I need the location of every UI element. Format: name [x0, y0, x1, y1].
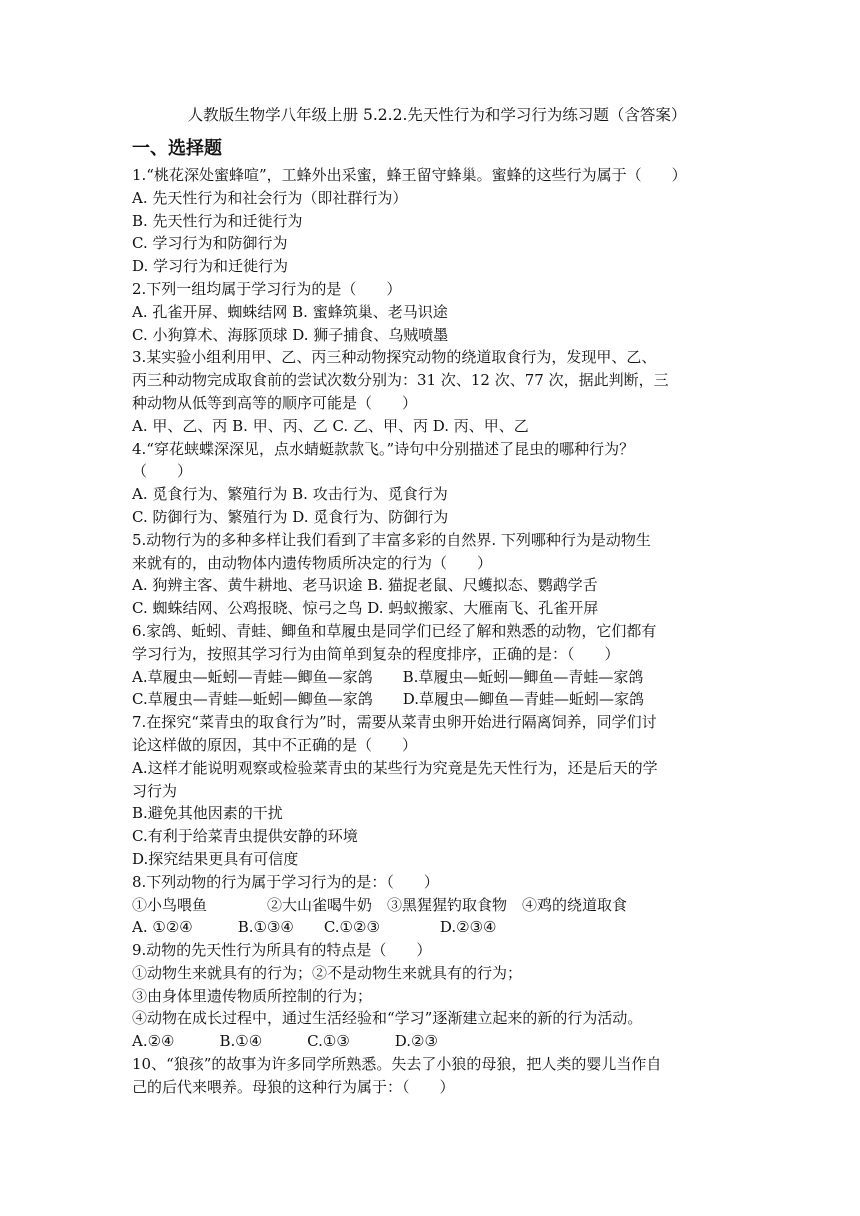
text-line: A. 先天性行为和社会行为（即社群行为） — [132, 188, 408, 207]
text-line: A.草履虫—蚯蚓—青蛙—鲫鱼—家鸽 B.草履虫—蚯蚓—鲫鱼—青蛙—家鸽 — [132, 667, 644, 686]
text-line: 2.下列一组均属于学习行为的是（ ） — [132, 279, 402, 298]
text-line: C. 学习行为和防御行为 — [132, 234, 288, 253]
text-line: D. 学习行为和迁徙行为 — [132, 257, 289, 276]
text-line: 丙三种动物完成取食前的尝试次数分别为：31 次、12 次、77 次，据此判断，三 — [132, 371, 669, 390]
text-line: 10、“狼孩”的故事为许多同学所熟悉。失去了小狼的母狼，把人类的婴儿当作自 — [132, 1055, 662, 1074]
text-line: ③由身体里遗传物质所控制的行为； — [132, 986, 373, 1005]
text-line: A. ①②④ B.①③④ C.①②③ D.②③④ — [132, 918, 497, 937]
text-line: ①动物生来就具有的行为；②不是动物生来就具有的行为； — [132, 963, 523, 982]
text-line: ①小鸟喂鱼 ②大山雀喝牛奶 ③黑猩猩钓取食物 ④鸡的绕道取食 — [132, 895, 628, 914]
text-line: 8.下列动物的行为属于学习行为的是：（ ） — [132, 872, 439, 891]
text-line: 论这样做的原因，其中不正确的是（ ） — [132, 735, 418, 754]
text-line: 6.家鸽、蚯蚓、青蛙、鲫鱼和草履虫是同学们已经了解和熟悉的动物，它们都有 — [132, 621, 657, 640]
text-line: 习行为 — [132, 781, 178, 800]
document-title: 人教版生物学八年级上册 5.2.2.先天性行为和学习行为练习题（含答案） — [187, 106, 687, 124]
text-line: 7.在探究“菜青虫的取食行为”时，需要从菜青虫卵开始进行隔离饲养，同学们讨 — [132, 713, 657, 732]
text-line: 5.动物行为的多种多样让我们看到了丰富多彩的自然界. 下列哪种行为是动物生 — [132, 530, 651, 549]
section-heading: 一、选择题 — [132, 138, 222, 159]
text-line: A. 孔雀开屏、蜘蛛结网 B. 蜜蜂筑巢、老马识途 — [132, 302, 448, 321]
text-line: A. 甲、乙、丙 B. 甲、丙、乙 C. 乙、甲、丙 D. 丙、甲、乙 — [132, 416, 529, 435]
text-line: 4.“穿花蛱蝶深深见，点水蜻蜓款款飞。”诗句中分别描述了昆虫的哪种行为？ — [132, 439, 635, 458]
text-line: C. 小狗算术、海豚顶球 D. 狮子捕食、乌贼喷墨 — [132, 325, 449, 344]
text-line: C.有利于给菜青虫提供安静的环境 — [132, 827, 358, 846]
text-line: 3.某实验小组利用甲、乙、丙三种动物探究动物的绕道取食行为，发现甲、乙、 — [132, 348, 657, 367]
text-line: C. 防御行为、繁殖行为 D. 觅食行为、防御行为 — [132, 507, 449, 526]
text-line: 己的后代来喂养。母狼的这种行为属于：（ ） — [132, 1077, 455, 1096]
text-line: A. 狗辨主客、黄牛耕地、老马识途 B. 猫捉老鼠、尺蠖拟态、鹦鹉学舌 — [132, 576, 598, 595]
text-line: 9.动物的先天性行为所具有的特点是（ ） — [132, 941, 432, 960]
text-line: C.草履虫—青蛙—蚯蚓—鲫鱼—家鸽 D.草履虫—鲫鱼—青蛙—蚯蚓—家鸽 — [132, 690, 644, 709]
text-line: 种动物从低等到高等的顺序可能是（ ） — [132, 393, 418, 412]
text-line: （ ） — [132, 462, 193, 481]
text-line: A.②④ B.①④ C.①③ D.②③ — [132, 1032, 438, 1051]
text-line: B. 先天性行为和迁徙行为 — [132, 211, 303, 230]
text-line: C. 蜘蛛结网、公鸡报晓、惊弓之鸟 D. 蚂蚁搬家、大雁南飞、孔雀开屏 — [132, 599, 599, 618]
text-line: B.避免其他因素的干扰 — [132, 804, 283, 823]
text-line: 来就有的，由动物体内遗传物质所决定的行为（ ） — [132, 553, 493, 572]
question-list — [132, 164, 732, 1099]
text-line: 学习行为，按照其学习行为由简单到复杂的程度排序，正确的是：（ ） — [132, 644, 620, 663]
text-line: ④动物在成长过程中，通过生活经验和“学习”逐渐建立起来的新的行为活动。 — [132, 1009, 643, 1028]
text-line: D.探究结果更具有可信度 — [132, 849, 299, 868]
text-line: A.这样才能说明观察或检验菜青虫的某些行为究竟是先天性行为，还是后天的学 — [132, 758, 658, 777]
text-line: 1.“桃花深处蜜蜂喧”，工蜂外出采蜜，蜂王留守蜂巢。蜜蜂的这些行为属于（ ） — [132, 166, 687, 184]
document-page — [132, 104, 732, 1099]
text-line: A. 觅食行为、繁殖行为 B. 攻击行为、觅食行为 — [132, 485, 448, 504]
